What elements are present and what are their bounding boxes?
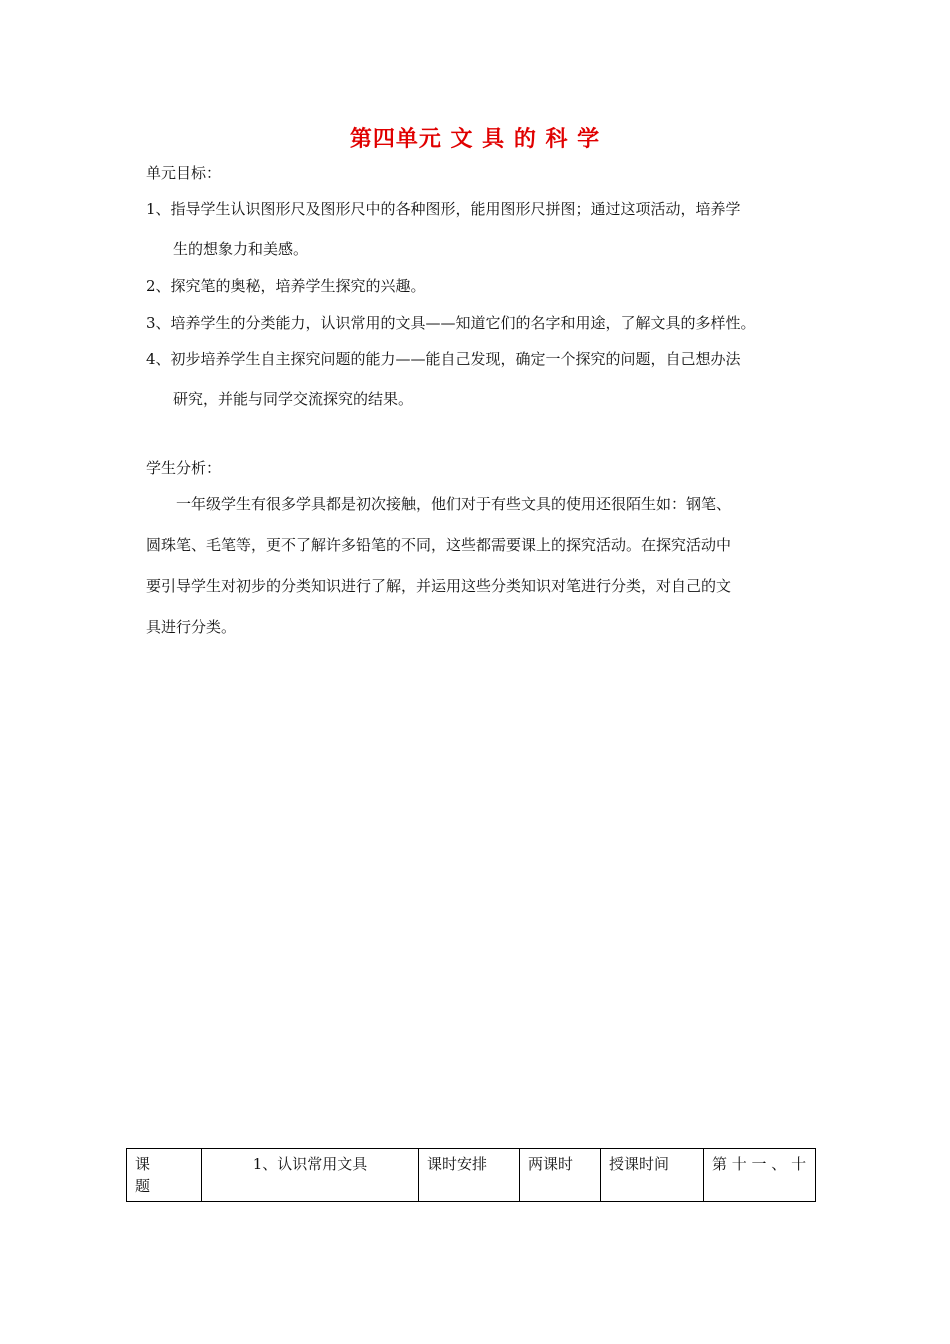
schedule-value-cell: 两课时 [520,1149,601,1202]
time-value-cell: 第 十 一 、 十 [704,1149,816,1202]
goal-item-1-line-1: 1、指导学生认识图形尺及图形尺中的各种图形，能用图形尺拼图；通过这项活动，培养学 [146,200,741,218]
time-label-cell: 授课时间 [601,1149,704,1202]
goal-item-4-line-1: 4、初步培养学生自主探究问题的能力——能自己发现，确定一个探究的问题，自己想办法 [146,350,741,368]
analysis-line-2: 圆珠笔、毛笔等，更不了解许多铅笔的不同，这些都需要课上的探究活动。在探究活动中 [146,536,732,554]
analysis-line-4: 具进行分类。 [146,618,237,636]
goal-item-2: 2、探究笔的奥秘，培养学生探究的兴趣。 [146,277,426,295]
goal-item-3: 3、培养学生的分类能力，认识常用的文具——知道它们的名字和用途，了解文具的多样性。 [146,314,756,332]
goal-item-1-line-2: 生的想象力和美感。 [173,240,309,258]
goal-item-4-line-2: 研究，并能与同学交流探究的结果。 [173,390,414,408]
analysis-heading: 学生分析： [146,459,222,477]
goals-heading: 单元目标： [146,164,222,182]
analysis-line-1: 一年级学生有很多学具都是初次接触，他们对于有些文具的使用还很陌生如：钢笔、 [176,495,732,513]
table-row [127,1149,816,1202]
topic-label-cell: 课 题 [127,1149,202,1202]
unit-title: 第四单元 文 具 的 科 学 [349,127,601,152]
topic-value-cell: 1、认识常用文具 [202,1149,419,1202]
schedule-label-cell: 课时安排 [419,1149,520,1202]
lesson-table [126,1148,816,1202]
analysis-line-3: 要引导学生对初步的分类知识进行了解，并运用这些分类知识对笔进行分类，对自己的文 [146,577,732,595]
